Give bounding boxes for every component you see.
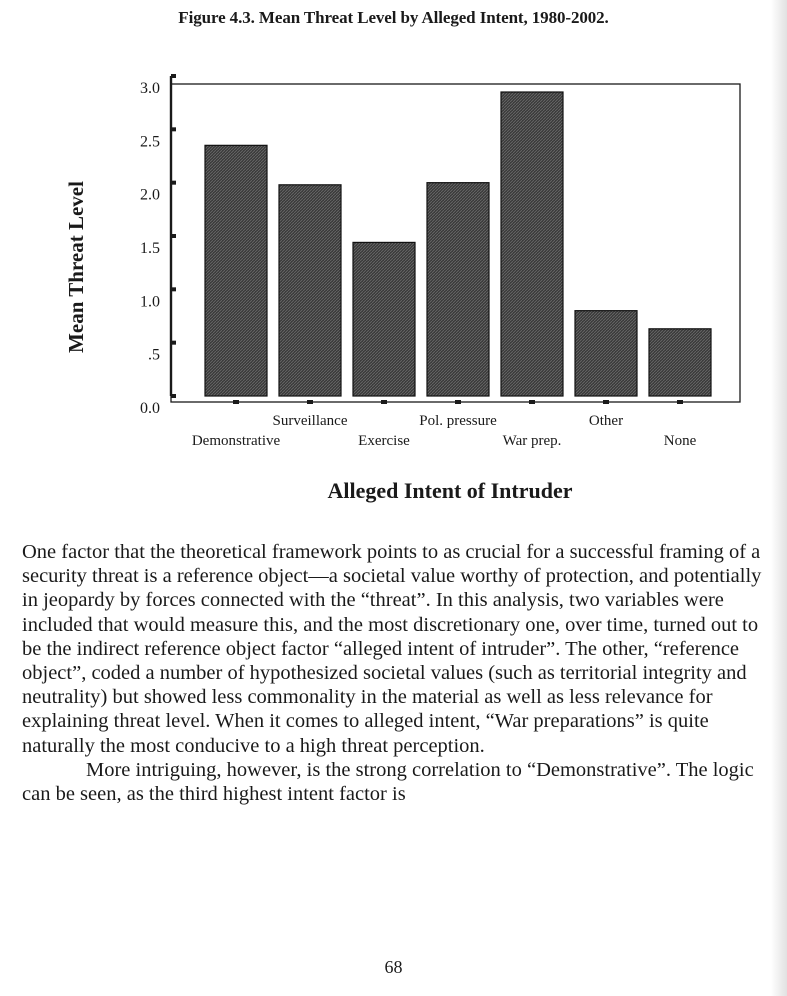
y-tick — [171, 287, 176, 291]
x-axis-label: Alleged Intent of Intruder — [327, 478, 573, 503]
category-label: Surveillance — [272, 413, 348, 429]
y-tick — [171, 181, 176, 185]
y-axis-label: Mean Threat Level — [64, 181, 88, 353]
y-tick-label: 3.0 — [140, 80, 160, 97]
category-label: Exercise — [358, 433, 410, 449]
y-tick-label: 1.0 — [140, 293, 160, 311]
bar — [205, 145, 267, 396]
x-tick — [455, 400, 461, 404]
bar — [649, 329, 711, 396]
y-tick-label: 2.0 — [140, 186, 160, 204]
y-tick — [171, 74, 176, 78]
page-number: 68 — [384, 957, 403, 977]
bar — [501, 92, 563, 396]
y-tick-label: 0.0 — [140, 400, 160, 417]
category-label: War prep. — [502, 433, 562, 449]
bar — [279, 185, 341, 396]
y-tick — [171, 234, 176, 238]
x-tick — [677, 400, 683, 404]
category-label: Demonstrative — [191, 433, 281, 449]
paragraph-1: One factor that the theoretical framework points to as crucial for a successful framing of a security threat is a reference object—a societal value worthy of protection, and potentially in jeopardy by forces connected with the “threat”. In this analysis, two variables were included that would measure this, and the most discretionary one, over time, turned out to be the indirect reference object factor “alleged intent of intruder”. The other, “reference object”, coded a number of hypothesized societal values (such as territorial integrity and neutrality) but showed less commonality in the material as well as less relevance for explaining threat level. When it comes to alleged intent, “War preparations” is quite naturally the most conducive to a high threat perception. — [22, 541, 762, 757]
y-tick-label: 1.5 — [140, 240, 160, 257]
y-tick — [171, 127, 176, 131]
paragraph-2: More intriguing, however, is the strong correlation to “Demonstrative”. The logic can be seen, as the third highest intent factor is — [22, 758, 754, 806]
x-tick — [381, 400, 387, 404]
category-label: Pol. pressure — [419, 413, 497, 429]
y-tick — [171, 394, 176, 398]
bar — [427, 183, 489, 396]
x-tick — [307, 400, 313, 404]
bar — [353, 242, 415, 396]
body-text — [22, 540, 782, 806]
y-tick — [171, 341, 176, 345]
y-tick-label: .5 — [148, 346, 160, 364]
y-tick-label: 2.5 — [140, 133, 160, 151]
category-label: Other — [588, 413, 624, 429]
x-tick — [603, 400, 609, 404]
x-tick — [529, 400, 535, 404]
category-label: None — [663, 433, 697, 449]
figure-title: Figure 4.3. Mean Threat Level by Alleged Intent, 1980-2002. — [178, 8, 609, 27]
bar — [575, 311, 637, 396]
x-tick — [233, 400, 239, 404]
